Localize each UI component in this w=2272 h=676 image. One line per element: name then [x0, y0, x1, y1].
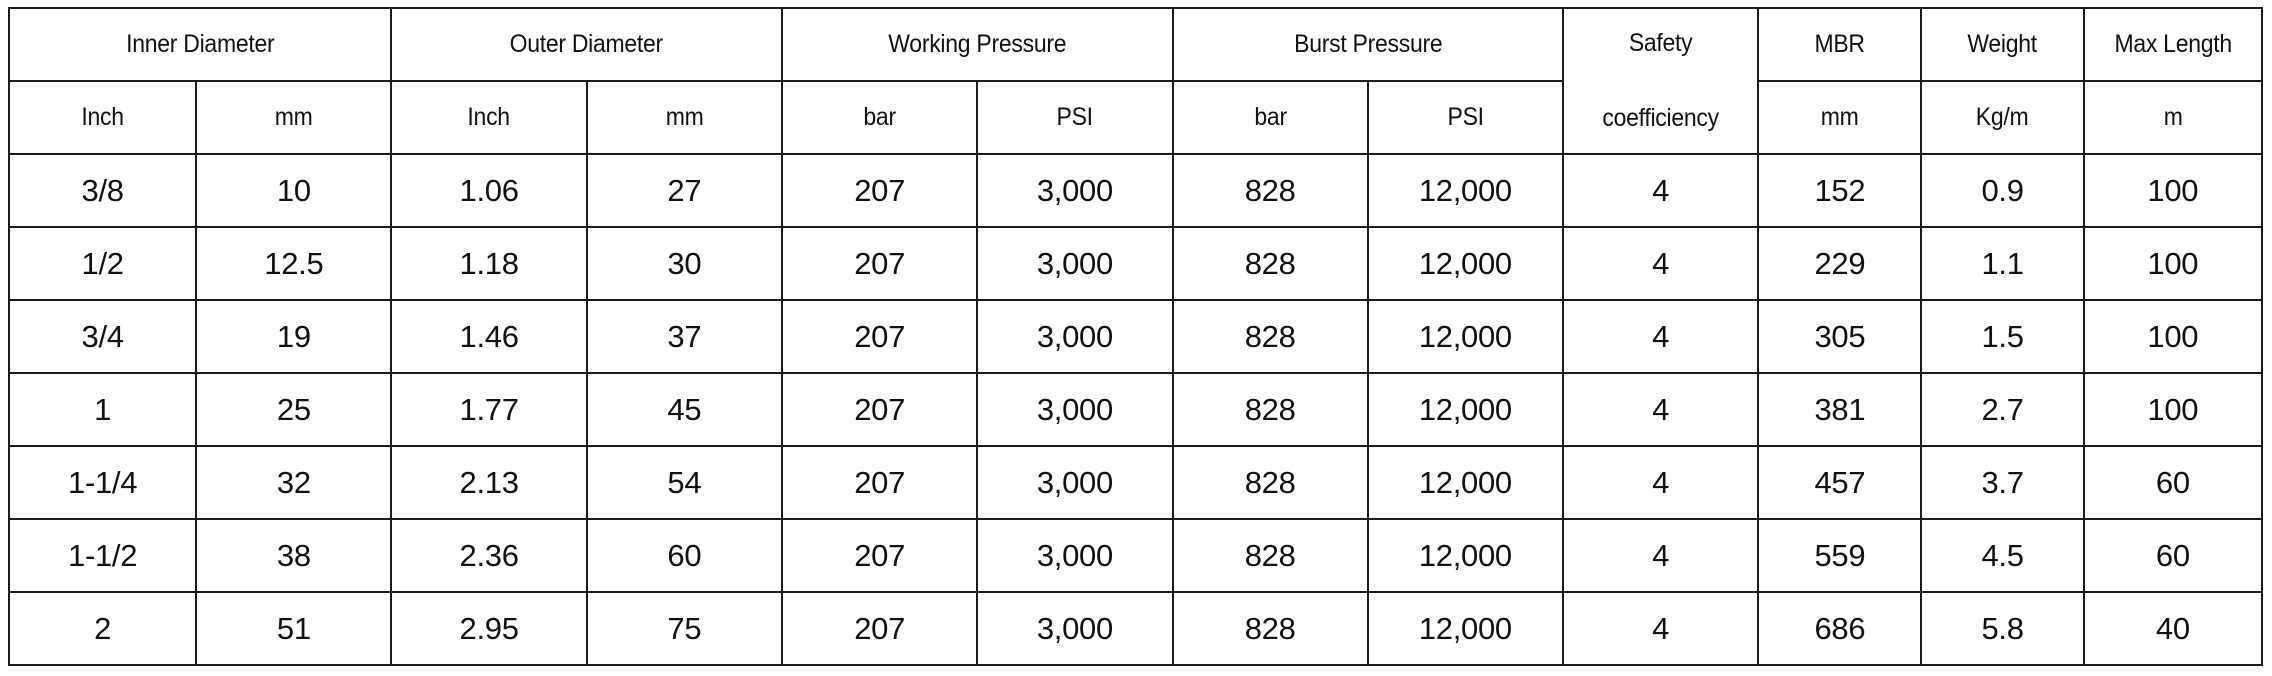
cell-working-psi: 3,000	[977, 519, 1172, 592]
unit-burst-bar: bar	[1180, 81, 1360, 154]
unit-outer-inch: Inch	[399, 81, 579, 154]
table-row	[9, 373, 2262, 446]
cell-max-length: 40	[2084, 592, 2262, 665]
cell-burst-psi: 12,000	[1368, 154, 1563, 227]
cell-weight: 1.5	[1921, 300, 2083, 373]
cell-working-bar: 207	[782, 227, 977, 300]
cell-outer-inch: 1.18	[391, 227, 586, 300]
cell-mbr: 229	[1758, 227, 1921, 300]
cell-outer-inch: 2.13	[391, 446, 586, 519]
cell-max-length: 60	[2084, 446, 2262, 519]
cell-working-bar: 207	[782, 154, 977, 227]
cell-mbr: 381	[1758, 373, 1921, 446]
cell-inner-mm: 12.5	[196, 227, 391, 300]
cell-burst-bar: 828	[1173, 592, 1368, 665]
cell-inner-mm: 32	[196, 446, 391, 519]
cell-working-psi: 3,000	[977, 154, 1172, 227]
cell-max-length: 100	[2084, 300, 2262, 373]
unit-inner-mm: mm	[204, 81, 384, 154]
header-working-pressure: Working Pressure	[798, 8, 1157, 81]
hose-spec-table	[8, 7, 2263, 666]
cell-burst-psi: 12,000	[1368, 227, 1563, 300]
cell-safety: 4	[1563, 227, 1758, 300]
cell-max-length: 100	[2084, 227, 2262, 300]
cell-weight: 1.1	[1921, 227, 2083, 300]
header-safety-line2: coefficiency	[1602, 104, 1719, 132]
cell-burst-bar: 828	[1173, 373, 1368, 446]
header-weight: Weight	[1928, 8, 2077, 81]
header-safety-line1: Safety	[1628, 29, 1693, 57]
unit-working-bar: bar	[790, 81, 970, 154]
cell-outer-inch: 2.36	[391, 519, 586, 592]
unit-mbr-mm: mm	[1765, 81, 1915, 154]
cell-burst-psi: 12,000	[1368, 519, 1563, 592]
header-safety-coefficiency	[1571, 8, 1751, 154]
cell-working-psi: 3,000	[977, 592, 1172, 665]
cell-inner-inch: 1	[9, 373, 196, 446]
cell-burst-bar: 828	[1173, 300, 1368, 373]
cell-burst-bar: 828	[1173, 446, 1368, 519]
cell-burst-bar: 828	[1173, 154, 1368, 227]
cell-mbr: 152	[1758, 154, 1921, 227]
cell-weight: 0.9	[1921, 154, 2083, 227]
cell-burst-psi: 12,000	[1368, 446, 1563, 519]
table-body	[9, 154, 2262, 665]
cell-inner-inch: 1-1/4	[9, 446, 196, 519]
cell-weight: 3.7	[1921, 446, 2083, 519]
cell-inner-inch: 3/8	[9, 154, 196, 227]
table-row	[9, 592, 2262, 665]
cell-safety: 4	[1563, 519, 1758, 592]
cell-burst-bar: 828	[1173, 519, 1368, 592]
cell-inner-inch: 1/2	[9, 227, 196, 300]
cell-working-psi: 3,000	[977, 446, 1172, 519]
cell-burst-psi: 12,000	[1368, 300, 1563, 373]
unit-working-psi: PSI	[985, 81, 1165, 154]
cell-inner-mm: 10	[196, 154, 391, 227]
table-row	[9, 154, 2262, 227]
cell-inner-mm: 38	[196, 519, 391, 592]
cell-working-bar: 207	[782, 446, 977, 519]
cell-inner-mm: 51	[196, 592, 391, 665]
cell-max-length: 100	[2084, 154, 2262, 227]
cell-working-bar: 207	[782, 373, 977, 446]
cell-outer-inch: 2.95	[391, 592, 586, 665]
table-header	[9, 8, 2262, 154]
cell-outer-mm: 27	[587, 154, 782, 227]
cell-outer-inch: 1.77	[391, 373, 586, 446]
unit-outer-mm: mm	[595, 81, 775, 154]
unit-length-m: m	[2091, 81, 2255, 154]
header-max-length: Max Length	[2091, 8, 2255, 81]
cell-outer-mm: 30	[587, 227, 782, 300]
cell-max-length: 60	[2084, 519, 2262, 592]
cell-weight: 5.8	[1921, 592, 2083, 665]
header-burst-pressure: Burst Pressure	[1188, 8, 1547, 81]
cell-inner-inch: 1-1/2	[9, 519, 196, 592]
cell-safety: 4	[1563, 446, 1758, 519]
header-inner-diameter: Inner Diameter	[24, 8, 376, 81]
header-outer-diameter: Outer Diameter	[407, 8, 766, 81]
cell-working-bar: 207	[782, 592, 977, 665]
cell-outer-mm: 45	[587, 373, 782, 446]
cell-weight: 4.5	[1921, 519, 2083, 592]
cell-outer-mm: 75	[587, 592, 782, 665]
cell-safety: 4	[1563, 300, 1758, 373]
table-row	[9, 300, 2262, 373]
cell-safety: 4	[1563, 154, 1758, 227]
cell-inner-mm: 25	[196, 373, 391, 446]
cell-mbr: 686	[1758, 592, 1921, 665]
cell-working-bar: 207	[782, 300, 977, 373]
cell-inner-inch: 2	[9, 592, 196, 665]
cell-outer-inch: 1.06	[391, 154, 586, 227]
cell-outer-inch: 1.46	[391, 300, 586, 373]
cell-max-length: 100	[2084, 373, 2262, 446]
cell-burst-bar: 828	[1173, 227, 1368, 300]
cell-burst-psi: 12,000	[1368, 592, 1563, 665]
cell-safety: 4	[1563, 592, 1758, 665]
table-row	[9, 446, 2262, 519]
cell-mbr: 305	[1758, 300, 1921, 373]
header-mbr: MBR	[1765, 8, 1915, 81]
cell-safety: 4	[1563, 373, 1758, 446]
header-row-units	[9, 81, 2262, 154]
cell-inner-mm: 19	[196, 300, 391, 373]
cell-outer-mm: 60	[587, 519, 782, 592]
table-row	[9, 519, 2262, 592]
cell-mbr: 457	[1758, 446, 1921, 519]
cell-inner-inch: 3/4	[9, 300, 196, 373]
cell-weight: 2.7	[1921, 373, 2083, 446]
cell-working-psi: 3,000	[977, 300, 1172, 373]
cell-outer-mm: 54	[587, 446, 782, 519]
cell-working-psi: 3,000	[977, 227, 1172, 300]
cell-outer-mm: 37	[587, 300, 782, 373]
table-row	[9, 227, 2262, 300]
header-row-groups	[9, 8, 2262, 81]
cell-working-bar: 207	[782, 519, 977, 592]
cell-mbr: 559	[1758, 519, 1921, 592]
cell-working-psi: 3,000	[977, 373, 1172, 446]
unit-weight-kgm: Kg/m	[1928, 81, 2077, 154]
unit-burst-psi: PSI	[1376, 81, 1556, 154]
cell-burst-psi: 12,000	[1368, 373, 1563, 446]
unit-inner-inch: Inch	[16, 81, 188, 154]
